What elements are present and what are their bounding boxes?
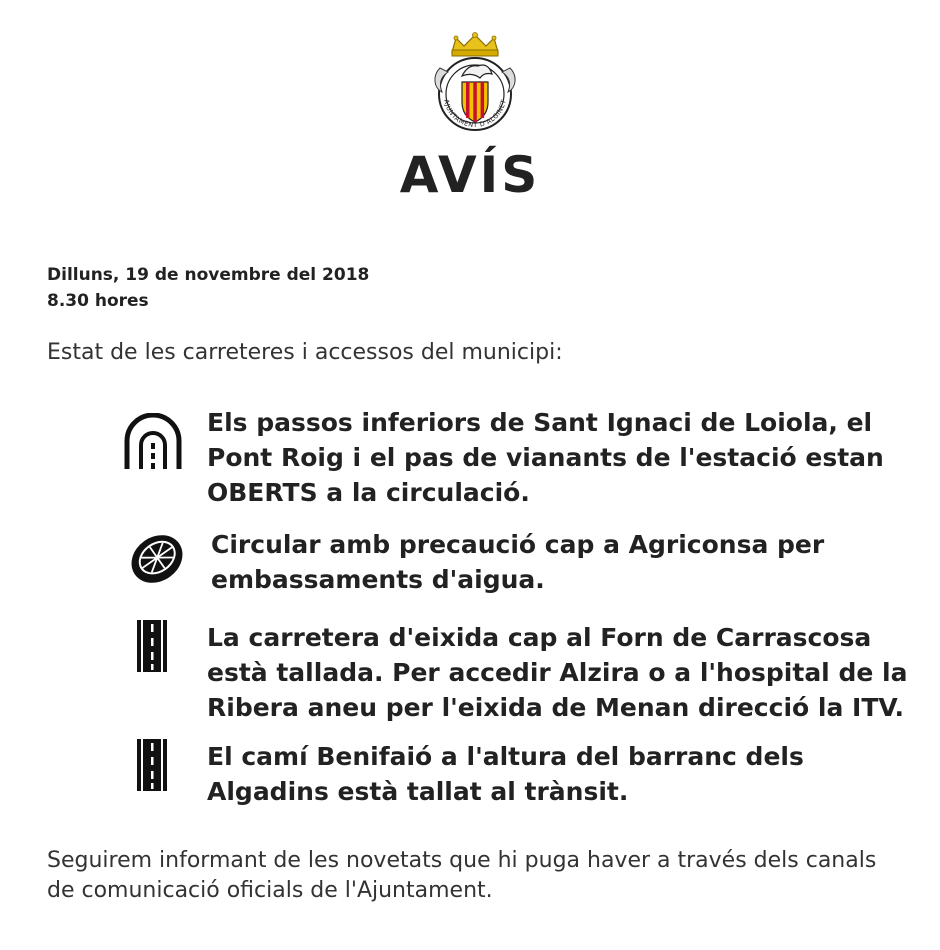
item-text: La carretera d'eixida cap al Forn de Carrascosa està tallada. Per accedir Alzira o a l'hospital de la Ribera aneu per l'eixida de Menan direcció la ITV.: [207, 623, 908, 722]
road-icon: [123, 739, 183, 799]
road-icon: [123, 620, 183, 680]
list-item: [123, 405, 903, 510]
orange-slice-icon: [127, 529, 187, 589]
list-item: [123, 739, 903, 809]
notice-day: Dilluns, 19 de novembre del 2018: [47, 265, 370, 285]
coat-of-arms-logo: [428, 32, 522, 136]
item-text: Circular amb precaució cap a Agriconsa per embassaments d'aigua.: [211, 530, 825, 594]
item-text: Els passos inferiors de Sant Ignaci de Loiola, el Pont Roig i el pas de vianants de l'estació estan OBERTS a la circulació.: [207, 408, 884, 507]
page-title: AVÍS: [399, 146, 541, 204]
notice-date: [47, 262, 369, 314]
intro-text: Estat de les carreteres i accessos del municipi:: [47, 340, 563, 365]
list-item: [127, 527, 907, 597]
crest-ring-text: AJUNTAMENT D'ALGINET: [442, 98, 508, 130]
closing-text: Seguirem informant de les novetats que hi puga haver a través dels canals de comunicació oficials de l'Ajuntament.: [47, 848, 877, 903]
item-text: El camí Benifaió a l'altura del barranc dels Algadins està tallat al trànsit.: [207, 742, 804, 806]
list-item: [123, 620, 923, 725]
notice-time: 8.30 hores: [47, 291, 149, 311]
tunnel-icon: [123, 413, 183, 473]
